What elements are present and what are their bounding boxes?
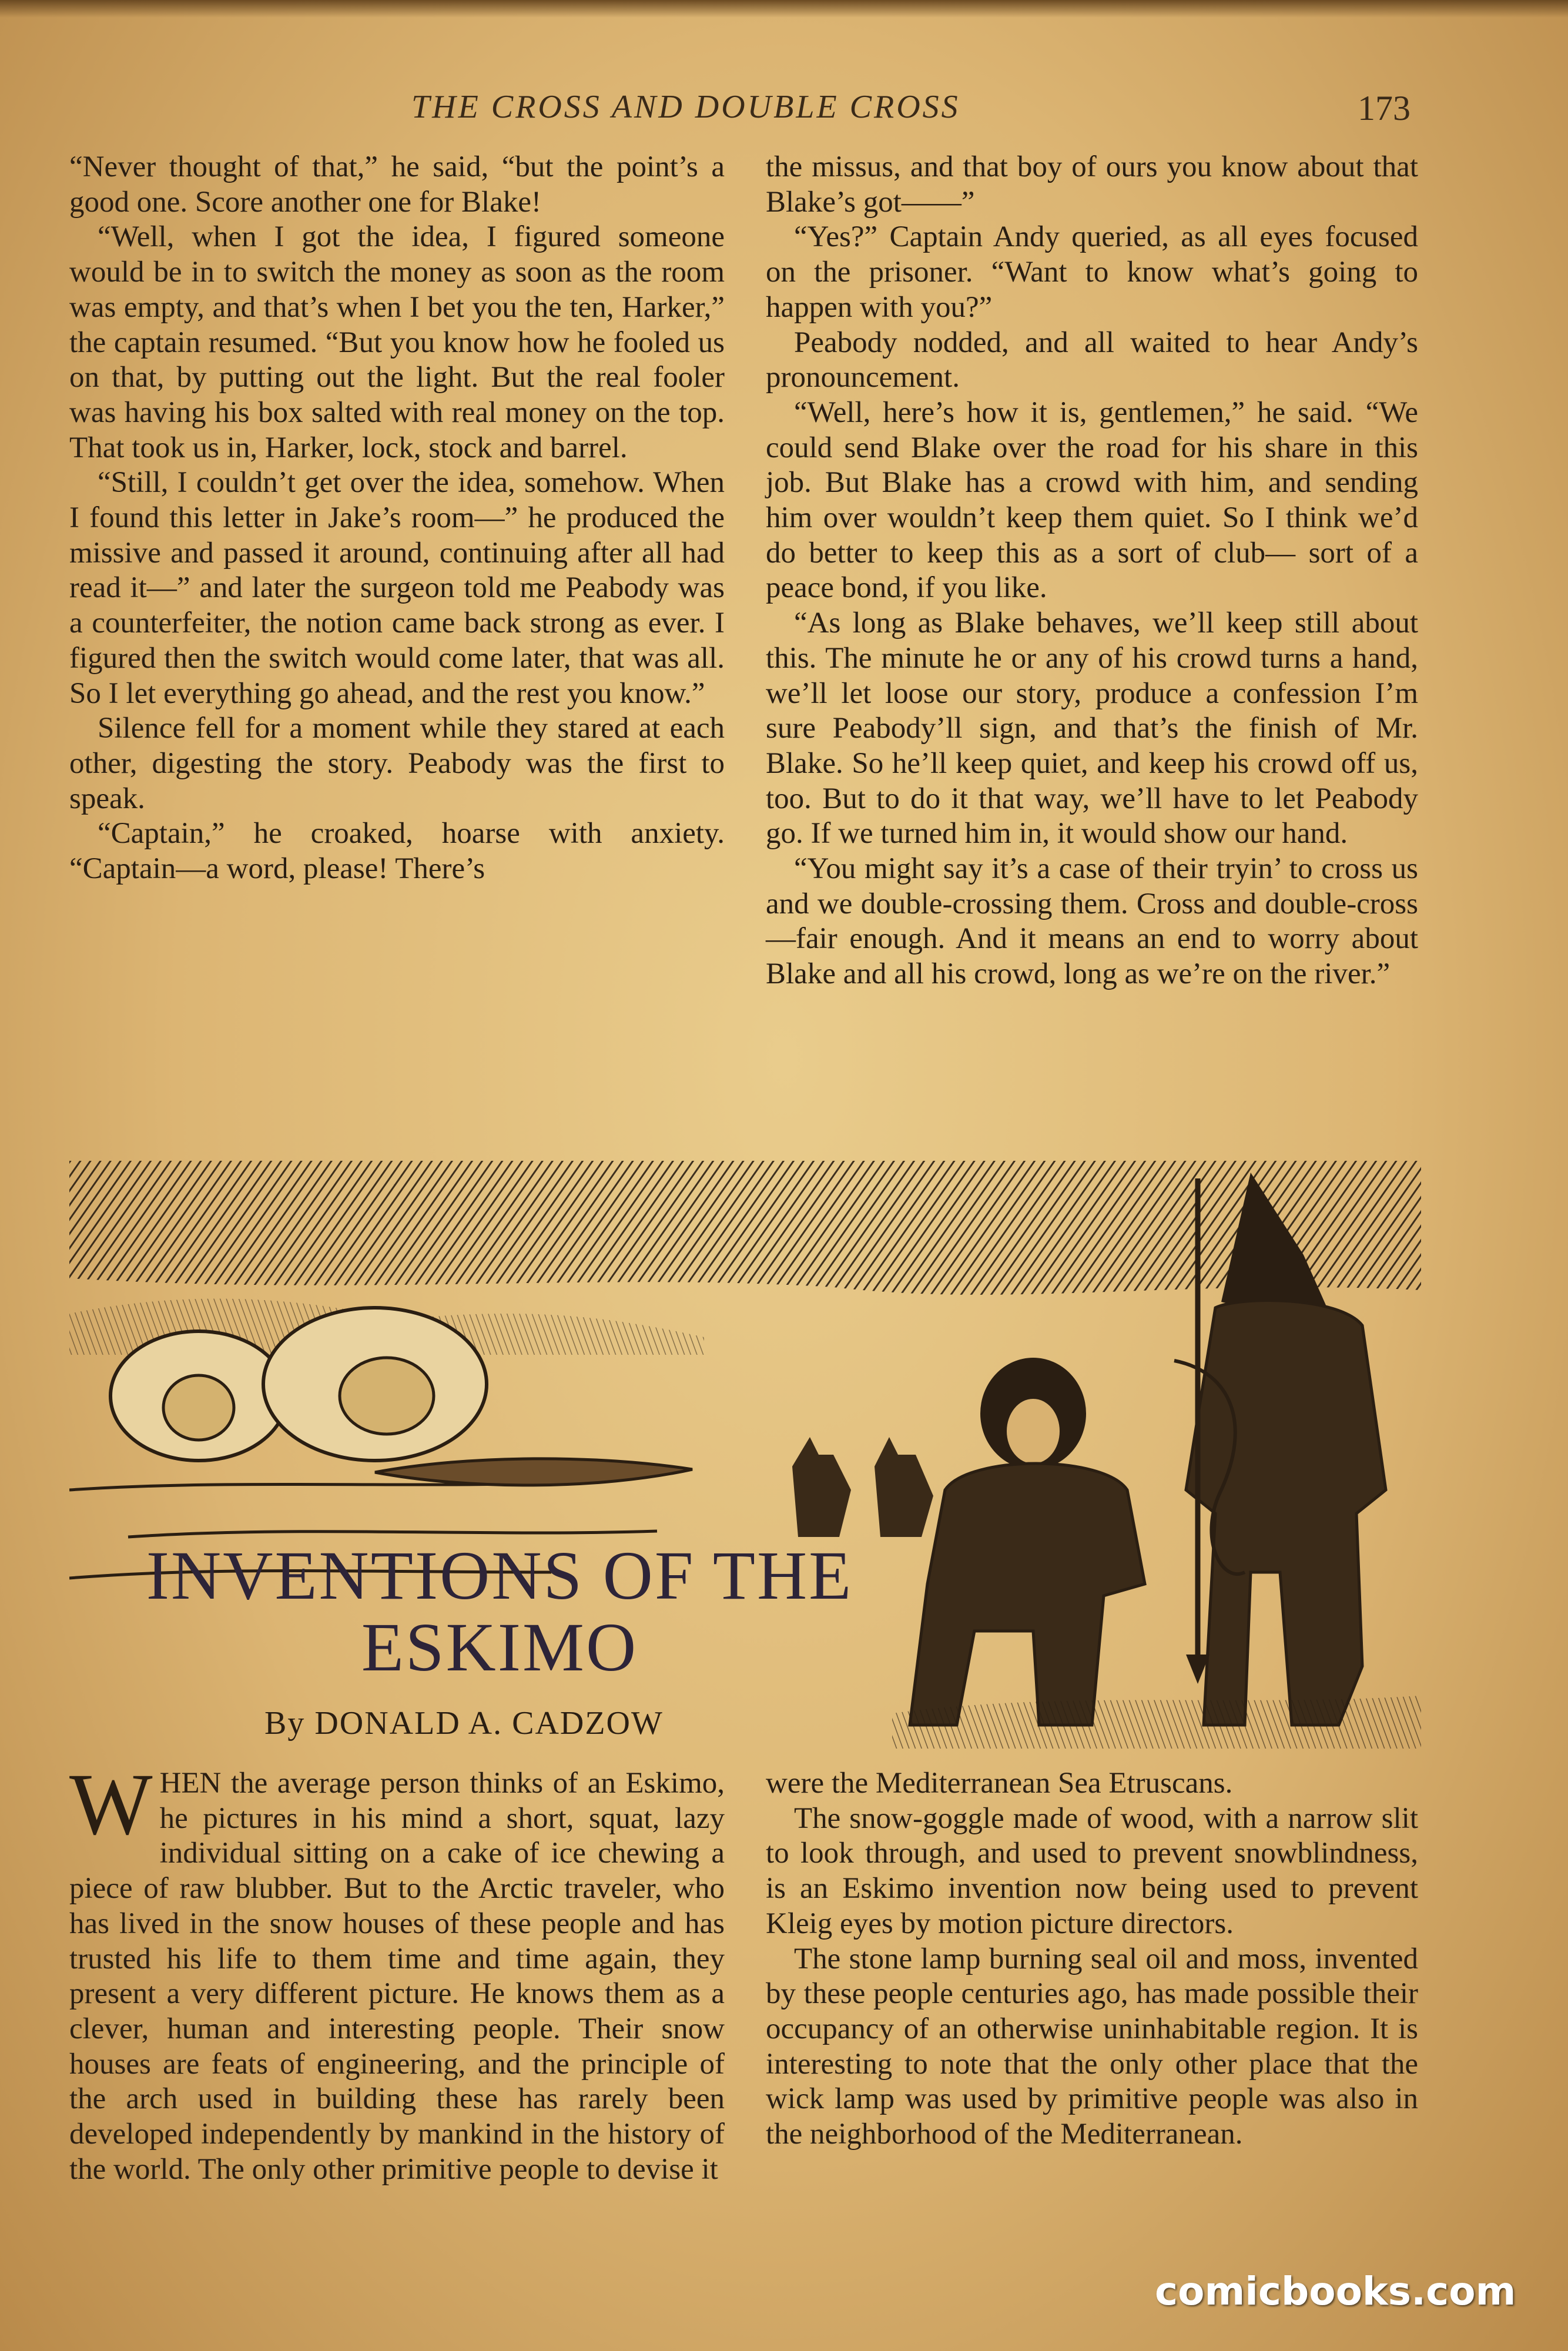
kayak xyxy=(375,1459,692,1485)
article-column-left xyxy=(69,1756,725,2187)
story-paragraph: “Captain,” he croaked, hoarse with anxiety. “Captain—a word, please! There’s xyxy=(69,817,725,886)
story-paragraph: “You might say it’s a case of their tryin’ to cross us and we double-crossing them. Cross and double-cross—fair enough. And it means an end to worry about Blake and all his crowd, long as we’re on the river.” xyxy=(766,852,1418,991)
article-paragraph: were the Mediterranean Sea Etruscans. xyxy=(766,1767,1233,1800)
story-paragraph: “Never thought of that,” he said, “but the point’s a good one. Score another one for Blake! xyxy=(69,150,725,219)
article-paragraph xyxy=(69,1756,725,2187)
article-byline: By DONALD A. CADZOW xyxy=(264,1705,664,1742)
article-column-right xyxy=(766,1766,1418,2152)
article-title-line2: ESKIMO xyxy=(361,1609,638,1686)
article-paragraph-text: HEN the average person thinks of an Eskimo, he pictures in his mind a short, squat, lazy individual sitting on a cake of ice chewing a piece of raw blubber. But to the Arctic traveler, who has lived in the snow houses of these people and has trusted his life to them time and time again, they present a very different picture. He knows them as a clever, human and interesting people. Their snow houses are feats of engineering, and the principle of the arch used in building these has rarely been developed independently by mankind in the history of the world. The only other primitive people to devise it xyxy=(69,1767,725,2186)
article-paragraph: The stone lamp burning seal oil and moss, invented by these people centuries ago, has made possible their occupancy of an otherwise uninhabitable region. It is interesting to note that the only other place that the wick lamp was used by primitive people was also in the neighborhood of the Mediterranean. xyxy=(766,1942,1418,2151)
story-paragraph: “Still, I couldn’t get over the idea, somehow. When I found this letter in Jake’s room—” he produced the missive and passed it around, continuing after all had read it—” and later the surgeon told me Peabody was a counterfeiter, the notion came back strong as ever. I figured then the switch would come later, that was all. So I let everything go ahead, and the rest you know.” xyxy=(69,466,725,710)
story-column-left xyxy=(69,150,725,887)
page-top-edge xyxy=(0,0,1568,18)
sky-hatching xyxy=(69,1161,1421,1295)
article-title-line1: INVENTIONS OF THE xyxy=(146,1537,853,1614)
sled-dogs xyxy=(792,1437,933,1537)
drop-cap: W xyxy=(69,1756,153,1853)
story-column-right xyxy=(766,150,1418,992)
site-watermark: comicbooks.com xyxy=(1155,2269,1516,2314)
article-title xyxy=(94,1537,905,1686)
crouching-eskimo-figure xyxy=(910,1358,1145,1725)
story-paragraph: the missus, and that boy of ours you know about that Blake’s got——” xyxy=(766,150,1418,219)
story-paragraph: “Yes?” Captain Andy queried, as all eyes focused on the prisoner. “Want to know what’s going to happen with you?” xyxy=(766,220,1418,324)
article-paragraph: The snow-goggle made of wood, with a narrow slit to look through, and used to prevent snowblindness, is an Eskimo invention now being used to prevent Kleig eyes by motion picture directors. xyxy=(766,1801,1418,1940)
page-number: 173 xyxy=(1358,89,1410,128)
story-paragraph: “As long as Blake behaves, we’ll keep still about this. The minute he or any of his crowd turns a hand, we’ll let loose our story, produce a confession I’m sure Peabody’ll sign, and that’s the finish of Mr. Blake. So he’ll keep quiet, and keep his crowd off us, too. But to do it that way, we’ll have to let Peabody go. If we turned him in, it would show our hand. xyxy=(766,607,1418,850)
story-paragraph: Silence fell for a moment while they stared at each other, digesting the story. Peabody was the first to speak. xyxy=(69,712,725,815)
story-paragraph: “Well, when I got the idea, I figured someone would be in to switch the money as soon as the room was empty, and that’s when I bet you the ten, Harker,” the captain resumed. “But you know how he fooled us on that, by putting out the light. But the real fooler was having his box salted with real money on the top. That took us in, Harker, lock, stock and barrel. xyxy=(69,220,725,464)
story-paragraph: Peabody nodded, and all waited to hear Andy’s pronouncement. xyxy=(766,326,1418,394)
story-paragraph: “Well, here’s how it is, gentlemen,” he said. “We could send Blake over the road for his share in this job. But Blake has a crowd with him, and sending him over wouldn’t keep them quiet. So I think we’d do better to keep this as a sort of club— sort of a peace bond, if you like. xyxy=(766,396,1418,605)
running-title: THE CROSS AND DOUBLE CROSS xyxy=(411,89,960,125)
foreground-ice xyxy=(892,1696,1421,1749)
